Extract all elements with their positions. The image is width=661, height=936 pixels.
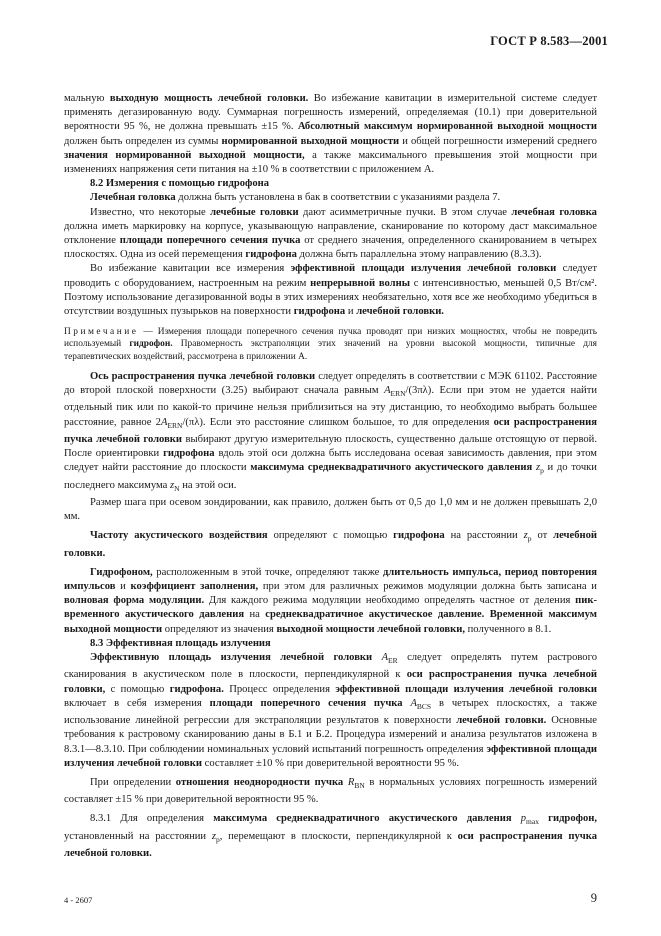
paragraph — [64, 191, 597, 205]
text-run: в нормальных условиях погрешность измерений составляет ±15 % при доверительной вероятности 95 %. — [64, 776, 597, 806]
text-run: выбирают другую измерительную плоскость, существенно дальше отстоящую от первой. После ориентировки — [64, 433, 597, 460]
text-run: A — [384, 385, 391, 397]
text-run: полученного в 8.1. — [464, 623, 552, 635]
text-run: в четырех плоскостях, а также использование линейной регрессии для экстраполяции результатов к поверхности — [64, 697, 597, 727]
text-run: гидрофона. — [169, 683, 224, 695]
paragraph — [64, 262, 597, 319]
text-run: максимума среднеквадратичного акустического давления — [213, 813, 512, 825]
text-run: выходную мощность лечебной головки. — [109, 93, 309, 104]
text-run: , перемещают в плоскости, перпендикулярной к — [219, 830, 458, 842]
text-run: лечебной головки. — [64, 530, 598, 559]
text-run: определяют с помощью — [267, 530, 394, 542]
text-run: выходной мощности лечебной головки, — [276, 623, 465, 635]
note-paragraph — [64, 326, 597, 363]
text-run: гидрофон. — [129, 339, 173, 350]
text-run: эффективной площади излучения лечебной головки — [335, 683, 597, 695]
text-run — [539, 813, 548, 824]
text-run: N — [174, 483, 180, 493]
text-run: ERN — [167, 420, 183, 430]
text-run: и до точки последнего максимума — [64, 462, 597, 491]
text-run: Во избежание кавитации в измерительной системе следует применять дегазированную воду. Суммарная погрешность измерений, определяемая (10.1) при доверительной вероятности 95 %, не должна превышать ±15 %. — [64, 93, 597, 133]
text-run — [372, 652, 381, 663]
text-run: расположенным в этой точке, определяют также — [152, 566, 383, 578]
text-run: A — [381, 652, 389, 664]
paragraph — [64, 812, 597, 861]
text-run: длительность импульса, период повторения импульсов — [64, 566, 597, 593]
text-run: составляет ±10 % при доверительной вероятности 95 %. — [201, 757, 460, 769]
paragraph — [64, 566, 597, 637]
text-run: от среднего значения, определенного сканированием в четырех плоскостях. Одна из осей перемещения — [64, 235, 598, 261]
text-run: оси распространения пучка лечебной головки — [64, 416, 598, 445]
text-run: среднеквадратичное акустическое давление. Временной максимум выходной мощности — [64, 609, 598, 635]
text-run: Лечебная головка — [90, 192, 176, 204]
text-run: Эффективную площадь излучения лечебной головки — [90, 652, 373, 664]
text-run: 8.3.1 Для определения — [90, 813, 214, 825]
text-run: BCS — [416, 701, 432, 711]
text-run: ERN — [390, 389, 406, 399]
text-run: Размер шага при осевом зондировании, как правило, должен быть от 0,5 до 1,0 мм и не должен превышать 2,0 мм. — [64, 496, 597, 523]
text-run: p — [520, 813, 527, 825]
text-run: нормированной выходной мощности — [221, 135, 400, 147]
text-run: Гидрофоном, — [90, 566, 153, 578]
text-run: должен быть определен из суммы — [64, 135, 222, 147]
text-run: с интенсивностью, меньшей 0,5 Вт/см². Поэтому использование дегазированной воды в этих измерениях необязательно, хотя все же необходимо убедиться в отсутствии воздушных пузырьков на поверхности — [64, 277, 597, 318]
text-run: и общей погрешности измерений среднего — [399, 135, 597, 147]
document-body — [64, 92, 597, 861]
paragraph — [64, 206, 597, 263]
text-run: Для каждого режима модуляции необходимо определять частное от деления — [204, 595, 576, 607]
text-run: 8.2 Измерения с помощью гидрофона — [90, 178, 270, 190]
text-run: A — [410, 697, 417, 709]
text-run: При определении — [90, 776, 176, 788]
text-run: оси распространения пучка лечебной головки. — [64, 830, 598, 860]
text-run: z — [523, 530, 528, 542]
text-run: гидрофон, — [548, 813, 597, 825]
text-run: лечебная головка — [511, 206, 597, 218]
text-run: Абсолютный максимум нормированной выходной мощности — [297, 121, 597, 133]
text-run: Ось распространения пучка лечебной головки — [90, 370, 316, 382]
text-run: вдоль этой оси должна быть исследована осевая зависимость давления, при этом следует найти расстояние до плоскости — [64, 448, 598, 474]
text-run: площади поперечного сечения пучка — [119, 235, 301, 247]
text-run: гидрофона — [393, 530, 445, 542]
text-run: p — [215, 834, 220, 844]
text-run: p — [540, 466, 544, 476]
text-run: при этом для различных режимов модуляции должна быть записана и — [258, 581, 597, 593]
text-run: площади поперечного сечения пучка — [209, 697, 403, 709]
text-run: на — [244, 609, 266, 621]
text-run: дают асимметричные пучки. В этом случае — [298, 206, 512, 218]
text-run: /(πλ). Если это расстояние слишком большое, то для определения — [182, 416, 494, 428]
text-run: A — [160, 416, 168, 428]
text-run: коэффициент заполнения, — [130, 581, 259, 593]
text-run: следует определять в соответствии с МЭК 61102. Расстояние до второй плоской поверхности (3.25) выбирают сначала равным — [64, 370, 597, 397]
text-run: Основные требования к растровому сканированию даны в Б.1 и Б.2. Процедура измерений и анализа результатов изложена в 8.3.1—8.3.10. При соблюдении номинальных условий испытаний погрешность определения — [64, 715, 598, 755]
text-run: Процесс определения — [223, 683, 336, 695]
text-run: установленный на расстоянии — [64, 830, 212, 842]
paragraph — [64, 776, 597, 808]
text-run: p — [527, 534, 532, 544]
text-run: Примечание — [64, 327, 139, 338]
paragraph — [64, 651, 597, 771]
text-run: гидрофона — [163, 448, 215, 460]
text-run: лечебной головки. — [456, 715, 547, 727]
text-run: волновая форма модуляции. — [64, 595, 205, 607]
paragraph — [64, 529, 597, 561]
text-run: /(3πλ). Если при этом не удается найти отдельный пик или по какой-то причине нельзя приблизиться на эту дистанцию, то необходимо выбрать большее расстояние, равное 2 — [64, 385, 597, 428]
paragraph — [64, 370, 597, 496]
text-run: max — [526, 817, 539, 827]
text-run: непрерывной волны — [310, 277, 410, 289]
text-run: — Измерения площади поперечного сечения пучка проводят при низких мощностях, чтобы не повредить используемый — [64, 327, 597, 350]
text-run: Частоту акустического воздействия — [90, 530, 268, 542]
text-run — [512, 813, 521, 824]
text-run: следует проводить с оборудованием, настроенным на режим — [64, 263, 598, 289]
text-run: z — [535, 462, 541, 474]
text-run: лечебной головки. — [356, 306, 444, 318]
page-header-standard: ГОСТ Р 8.583—2001 — [490, 34, 608, 48]
text-run: следует определять путем растрового сканирования в акустическом поле в плоскости, перпендикулярной к — [64, 652, 597, 681]
text-run: эффективной площади излучения лечебной головки — [290, 263, 557, 275]
text-run: должна иметь маркировку на корпусе, указывающую направление, сканирование по которому даст максимальное отклонение — [64, 220, 597, 247]
text-run: на этой оси. — [179, 479, 237, 491]
text-run: Известно, что некоторые — [90, 206, 211, 218]
page-number: 9 — [590, 891, 597, 905]
text-run: максимума среднеквадратичного акустического давления — [250, 462, 533, 474]
text-run: с помощью — [105, 683, 170, 695]
print-code: 4 - 2607 — [64, 895, 93, 905]
text-run: гидрофона — [293, 306, 346, 318]
text-run: и — [345, 306, 357, 318]
text-run: BN — [354, 781, 365, 791]
section-heading — [64, 177, 597, 191]
paragraph — [64, 92, 597, 177]
text-run: отношения неоднородности пучка — [175, 776, 344, 788]
text-run: должна быть параллельна этому направлению (8.3.3). — [296, 249, 542, 261]
paragraph — [64, 496, 597, 524]
text-run: Во избежание кавитации все измерения — [90, 263, 291, 275]
text-run: определяют из значения — [162, 623, 277, 635]
text-run: z — [211, 830, 216, 842]
text-run: оси распространения пучка лечебной головки, — [64, 669, 597, 695]
text-run: на расстоянии — [444, 530, 524, 542]
text-run: должна быть установлена в бак в соответствии с указаниями раздела 7. — [175, 192, 501, 204]
text-run: ER — [388, 656, 398, 666]
text-run: гидрофона — [245, 249, 297, 261]
text-run: пик-временного акустического давления — [64, 595, 597, 621]
text-run: значения нормированной выходной мощности, — [64, 149, 305, 161]
text-run: 8.3 Эффективная площадь излучения — [90, 637, 271, 649]
text-run: лечебные головки — [210, 206, 299, 218]
text-run: z — [170, 479, 175, 491]
text-run: R — [347, 776, 355, 788]
section-heading — [64, 637, 597, 651]
text-run: включает в себя измерения — [64, 697, 210, 709]
text-run: эффективной площади излучения лечебной головки — [64, 743, 597, 769]
text-run: от — [531, 530, 554, 542]
text-run: а также максимального превышения этой мощности при изменениях напряжения сети питания на ±10 % в соответствии с приложением А. — [64, 149, 597, 176]
text-run: и — [115, 581, 131, 593]
text-run: Правомерность экстраполяции этих значений на уровни высокой мощности, типичные для терапевтических воздействий, рассмотрена в приложении А. — [64, 339, 597, 362]
text-run: мальную — [64, 93, 110, 104]
